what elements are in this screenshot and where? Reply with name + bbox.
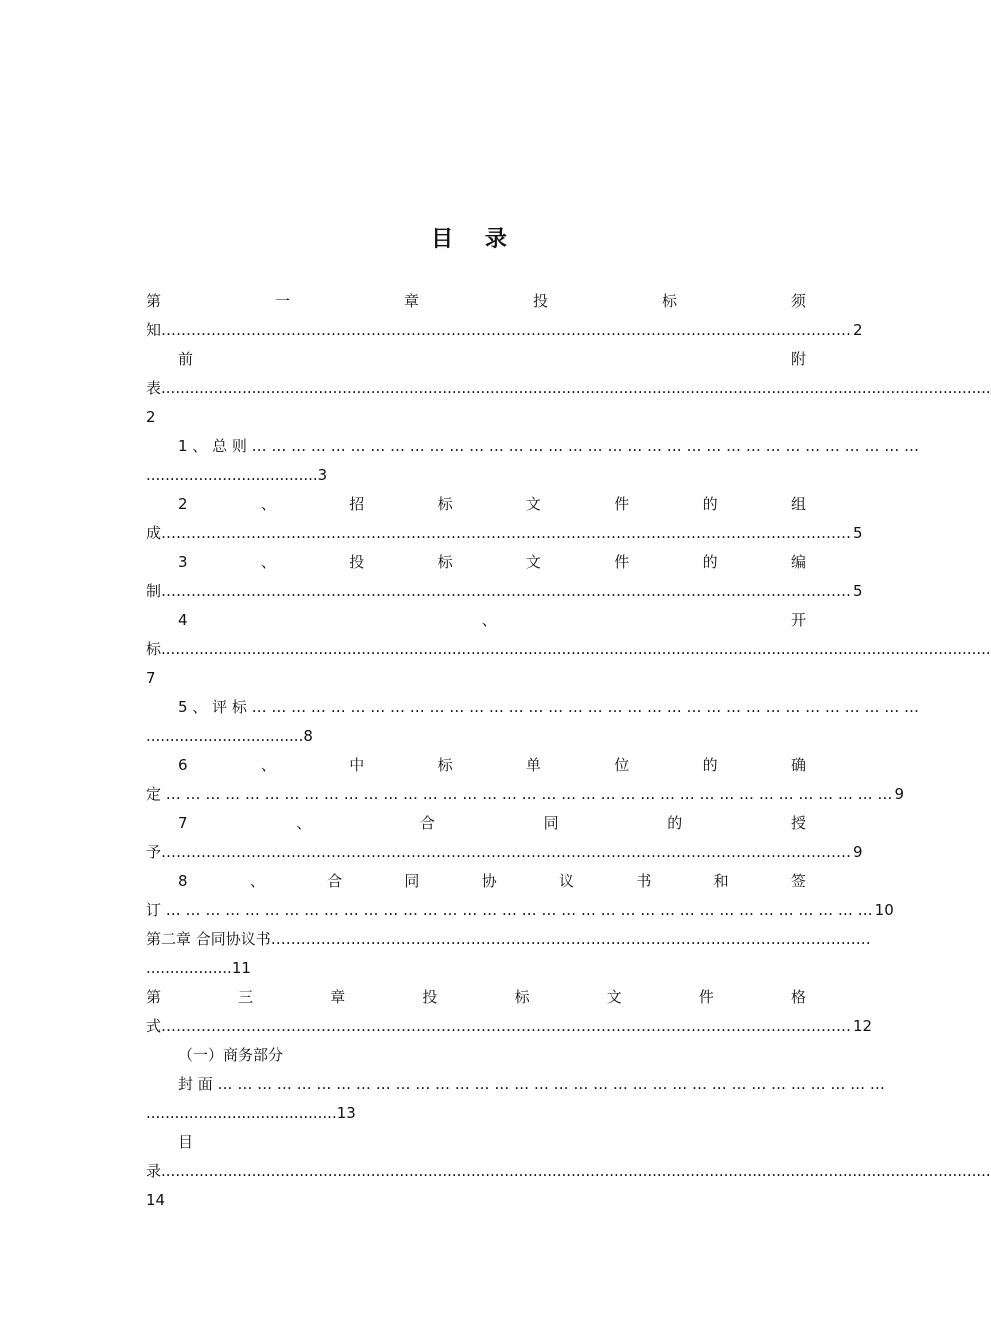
toc-text: 格 xyxy=(790,988,806,1006)
toc-text: 投 xyxy=(422,988,438,1006)
toc-text: 文 xyxy=(606,988,622,1006)
toc-text: 封 面 xyxy=(178,1075,213,1093)
toc-text: 第二章 合同协议书 xyxy=(146,930,271,948)
toc-text: 件 xyxy=(614,495,630,513)
toc-chapter-2-head[interactable] xyxy=(146,925,871,954)
toc-text: 予 xyxy=(146,843,162,861)
toc-text: 文 xyxy=(525,495,541,513)
toc-text: 制 xyxy=(146,582,162,600)
toc-entry-contents-page xyxy=(146,1186,806,1215)
toc-text: 第 xyxy=(146,988,162,1006)
toc-text: 录 xyxy=(146,1162,162,1180)
toc-text: 订 xyxy=(146,901,162,919)
toc-entry-7-tail[interactable] xyxy=(146,838,863,867)
toc-entry-appendix-head[interactable] xyxy=(146,345,806,374)
leader-dots: ………………………………………………………………………………………………………… xyxy=(270,930,871,948)
toc-chapter-3-tail[interactable] xyxy=(146,1012,873,1041)
toc-text: 三 xyxy=(238,988,254,1006)
page-number: 2 xyxy=(146,408,156,426)
toc-text: 的 xyxy=(702,756,718,774)
toc-text: 组 xyxy=(790,495,806,513)
leader-dots: … … … … … … … … … … … … … … … … … … … … … … … … … … … … … … … … … … … … xyxy=(161,901,873,919)
toc-text: 文 xyxy=(525,553,541,571)
toc-text: 、 xyxy=(260,756,276,774)
toc-chapter-3-head[interactable] xyxy=(146,983,806,1012)
toc-entry-cover-tail[interactable] xyxy=(146,1099,806,1128)
toc-text: 签 xyxy=(790,872,806,890)
toc-text: 、 xyxy=(249,872,265,890)
toc-text: 同 xyxy=(543,814,559,832)
leader-dots: … … … … … … … … … … … … … … … … … … … … … … … … … … … … … … … … … … xyxy=(246,698,919,716)
toc-text: 件 xyxy=(698,988,714,1006)
page-number: 14 xyxy=(146,1191,166,1209)
toc-entry-1-tail[interactable] xyxy=(146,461,806,490)
toc-text: 同 xyxy=(404,872,420,890)
leader-dots: ………………………………………………………………………………………………………………………… xyxy=(161,524,852,542)
toc-text: 须 xyxy=(790,292,806,310)
page-number: 11 xyxy=(231,959,251,977)
leader-dots: .............................................................................................................................................................................. xyxy=(161,1162,991,1180)
toc-text: 的 xyxy=(702,553,718,571)
toc-text: 知 xyxy=(146,321,162,339)
leader-dots: .................................... xyxy=(146,466,318,484)
toc-entry-1-head[interactable] xyxy=(146,432,919,461)
toc-text: 4 xyxy=(178,611,188,629)
toc-entry-4-page xyxy=(146,664,806,693)
page-number: 5 xyxy=(853,524,863,542)
toc-text: 、 xyxy=(260,553,276,571)
toc-chapter-2-tail[interactable] xyxy=(146,954,806,983)
toc-text: 合 xyxy=(327,872,343,890)
page-number: 9 xyxy=(853,843,863,861)
toc-text: 开 xyxy=(790,611,806,629)
toc-entry-8-head[interactable] xyxy=(146,867,806,896)
page-number: 5 xyxy=(853,582,863,600)
page-number: 2 xyxy=(853,321,863,339)
toc-text: （一）商务部分 xyxy=(178,1046,284,1064)
toc-text: 的 xyxy=(702,495,718,513)
toc-text: 一 xyxy=(274,292,290,310)
toc-text: 8 xyxy=(178,872,188,890)
toc-entry-4-tail[interactable] xyxy=(146,635,991,664)
toc-text: 合 xyxy=(419,814,435,832)
toc-entry-appendix-page xyxy=(146,403,806,432)
toc-text: 标 xyxy=(437,756,453,774)
page-number: 10 xyxy=(874,901,894,919)
toc-entry-8-tail[interactable] xyxy=(146,896,894,925)
toc-text: 位 xyxy=(614,756,630,774)
toc-text: 7 xyxy=(178,814,188,832)
toc-entry-appendix-tail[interactable] xyxy=(146,374,991,403)
toc-text: 、 xyxy=(260,495,276,513)
leader-dots: … … … … … … … … … … … … … … … … … … … … … … … … … … … … … … … … … … … … … xyxy=(161,785,893,803)
leader-dots: ………………………………………………………………………………………………………………………… xyxy=(161,582,852,600)
toc-entry-7-head[interactable] xyxy=(146,809,806,838)
leader-dots: ………………………………………………………………………………………………………………………… xyxy=(161,843,852,861)
toc-text: 定 xyxy=(146,785,162,803)
toc-text: 投 xyxy=(349,553,365,571)
toc-text: 标 xyxy=(437,495,453,513)
page-title: 目 录 xyxy=(431,227,519,252)
toc-text: 成 xyxy=(146,524,162,542)
leader-dots: .............................................................................................................................................................................. xyxy=(161,640,991,658)
toc-entry-2-tail[interactable] xyxy=(146,519,863,548)
toc-chapter-1-head[interactable] xyxy=(146,287,806,316)
toc-text: 标 xyxy=(661,292,677,310)
toc-text: 书 xyxy=(636,872,652,890)
toc-subsection-business[interactable] xyxy=(146,1041,806,1070)
toc-text: 3 xyxy=(178,553,188,571)
toc-text: 标 xyxy=(146,640,162,658)
toc-text: 件 xyxy=(614,553,630,571)
toc-entry-4-head[interactable] xyxy=(146,606,806,635)
toc-text: 表 xyxy=(146,379,162,397)
leader-dots: … … … … … … … … … … … … … … … … … … … … … … … … … … … … … … … … … … xyxy=(212,1075,885,1093)
leader-dots: ................................. xyxy=(146,727,304,745)
toc-text: 1 、 总 则 xyxy=(178,437,247,455)
leader-dots: .................. xyxy=(146,959,232,977)
toc-text: 中 xyxy=(349,756,365,774)
toc-entry-6-tail[interactable] xyxy=(146,780,904,809)
toc-text: 投 xyxy=(532,292,548,310)
page-number: 9 xyxy=(894,785,904,803)
toc-text: 授 xyxy=(790,814,806,832)
toc-text: 前 xyxy=(178,350,194,368)
toc-text: 招 xyxy=(349,495,365,513)
toc-text: 章 xyxy=(330,988,346,1006)
toc-text: 、 xyxy=(296,814,312,832)
toc-text: 的 xyxy=(667,814,683,832)
toc-text: 、 xyxy=(481,611,497,629)
leader-dots: ………………………………………………………………………………………………………………………… xyxy=(161,1017,852,1035)
toc-text: 第 xyxy=(146,292,162,310)
toc-entry-contents-tail[interactable] xyxy=(146,1157,991,1186)
toc-text: 2 xyxy=(178,495,188,513)
leader-dots: ........................................ xyxy=(146,1104,337,1122)
toc-text: 标 xyxy=(514,988,530,1006)
toc-text: 5 、 评 标 xyxy=(178,698,247,716)
page-number: 12 xyxy=(853,1017,873,1035)
table-of-contents xyxy=(146,287,991,1215)
toc-entry-contents-head[interactable] xyxy=(146,1128,806,1157)
toc-text: 标 xyxy=(437,553,453,571)
leader-dots: .............................................................................................................................................................................. xyxy=(161,379,991,397)
toc-entry-2-head[interactable] xyxy=(146,490,806,519)
page-number: 3 xyxy=(317,466,328,484)
page-number: 8 xyxy=(303,727,313,745)
toc-text: 目 xyxy=(178,1133,194,1151)
leader-dots: ………………………………………………………………………………………………………………………… xyxy=(161,321,852,339)
toc-text: 议 xyxy=(559,872,575,890)
toc-text: 和 xyxy=(713,872,729,890)
toc-entry-5-head[interactable] xyxy=(146,693,919,722)
leader-dots: … … … … … … … … … … … … … … … … … … … … … … … … … … … … … … … … … … xyxy=(246,437,919,455)
toc-text: 协 xyxy=(481,872,497,890)
toc-entry-6-head[interactable] xyxy=(146,751,806,780)
toc-text: 单 xyxy=(525,756,541,774)
toc-chapter-1-tail[interactable] xyxy=(146,316,863,345)
toc-text: 编 xyxy=(790,553,806,571)
toc-entry-5-tail[interactable] xyxy=(146,722,806,751)
toc-text: 6 xyxy=(178,756,188,774)
toc-entry-cover-head[interactable] xyxy=(146,1070,885,1099)
toc-entry-3-head[interactable] xyxy=(146,548,806,577)
page-number: 7 xyxy=(146,669,156,687)
toc-text: 确 xyxy=(790,756,806,774)
toc-text: 式 xyxy=(146,1017,162,1035)
toc-entry-3-tail[interactable] xyxy=(146,577,863,606)
toc-text: 章 xyxy=(403,292,419,310)
toc-text: 附 xyxy=(790,350,806,368)
page-number: 13 xyxy=(336,1104,356,1122)
